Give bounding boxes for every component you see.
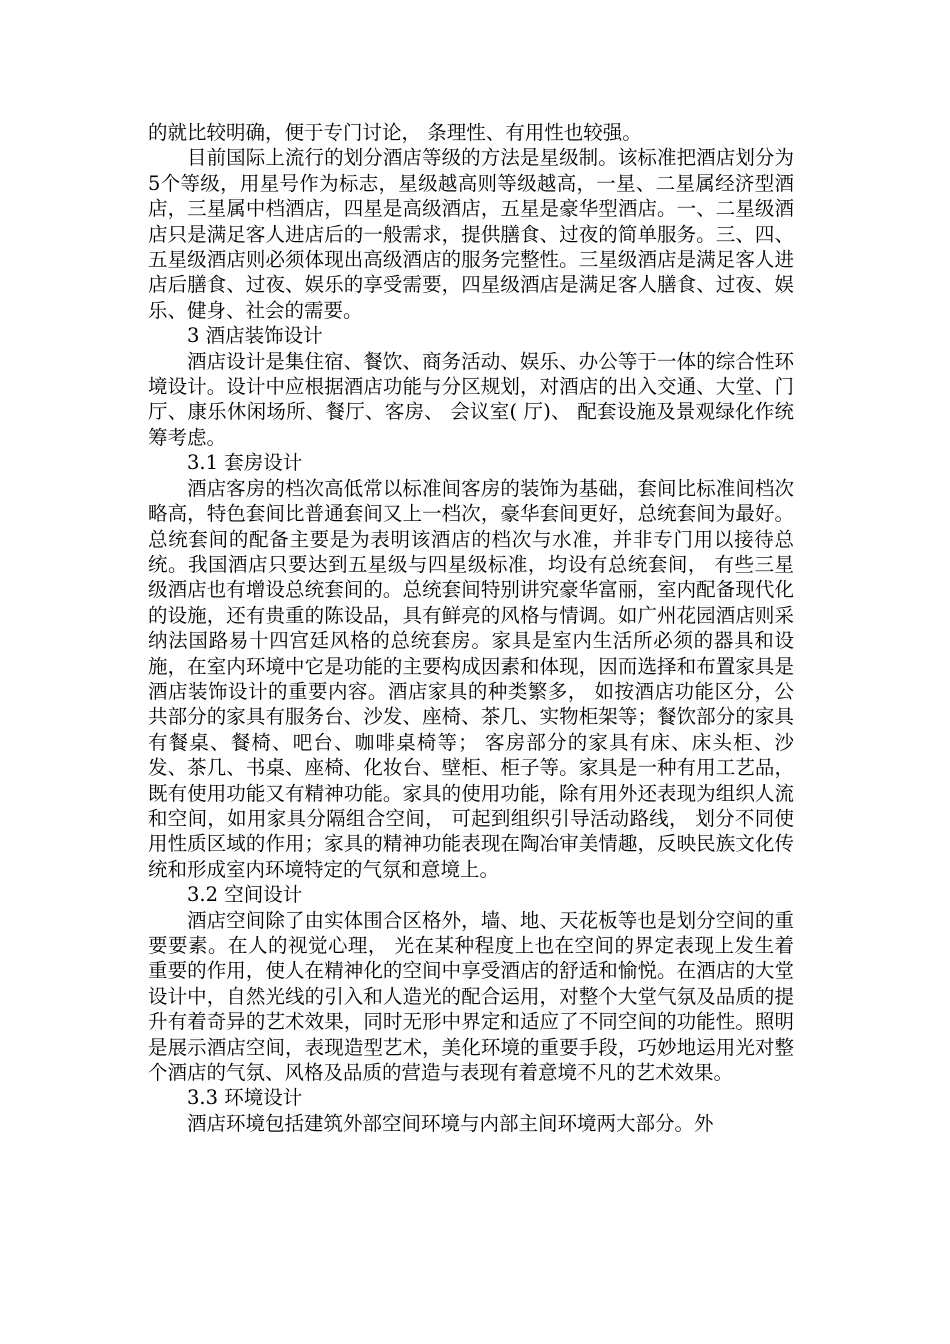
paragraph-hotel-design: 酒店设计是集住宿、餐饮、商务活动、娱乐、办公等于一体的综合性环境设计。设计中应根据酒店功能与分区规划，对酒店的出入交通、大堂、门厅、康乐休闲场所、餐厅、客房、 会议室( 厅)、 配套设施及景观绿化作统筹考虑。 bbox=[148, 349, 794, 449]
section-heading-3-1: 3.1 套房设计 bbox=[187, 451, 303, 475]
document-body bbox=[148, 120, 794, 1136]
section-heading-3-2: 3.2 空间设计 bbox=[187, 883, 303, 907]
paragraph-space-design: 酒店空间除了由实体围合区格外，墙、地、天花板等也是划分空间的重要要素。在人的视觉心理， 光在某种程度上也在空间的界定表现上发生着重要的作用，使人在精神化的空间中享受酒店的舒适和愉悦。在酒店的大堂设计中，自然光线的引入和人造光的配合运用，对整个大堂气氛及品质的提升有着奇异的艺术效果，同时无形中界定和适应了不同空间的功能性。照明是展示酒店空间，表现造型艺术，美化环境的重要手段，巧妙地运用光对整个酒店的气氛、风格及品质的营造与表现有着意境不凡的艺术效果。 bbox=[148, 908, 794, 1085]
paragraph-star-rating: 目前国际上流行的划分酒店等级的方法是星级制。该标准把酒店划分为5个等级，用星号作为标志，星级越高则等级越高，一星、二星属经济型酒店，三星属中档酒店，四星是高级酒店，五星是豪华型酒店。一、二星级酒店只是满足客人进店后的一般需求，提供膳食、过夜的简单服务。三、四、五星级酒店则必须体现出高级酒店的服务完整性。三星级酒店是满足客人进店后膳食、过夜、娱乐的享受需要，四星级酒店是满足客人膳食、过夜、娱乐、健身、社会的需要。 bbox=[148, 146, 794, 322]
paragraph-environment-design: 酒店环境包括建筑外部空间环境与内部主间环境两大部分。外 bbox=[187, 1111, 714, 1135]
section-heading-3-3: 3.3 环境设计 bbox=[187, 1086, 303, 1110]
paragraph-suite-design: 酒店客房的档次高低常以标准间客房的装饰为基础，套间比标准间档次略高，特色套间比普通套间又上一档次，豪华套间更好，总统套间为最好。总统套间的配备主要是为表明该酒店的档次与水准，并非专门用以接待总统。我国酒店只要达到五星级与四星级标准，均设有总统套间， 有些三星级酒店也有增设总统套间的。总统套间特别讲究豪华富丽，室内配备现代化的设施，还有贵重的陈设品，具有鲜亮的风格与情调。如广州花园酒店则采纳法国路易十四宫廷风格的总统套房。家具是室内生活所必须的器具和设施，在室内环境中它是功能的主要构成因素和体现，因而选择和布置家具是酒店装饰设计的重要内容。酒店家具的种类繁多， 如按酒店功能区分，公共部分的家具有服务台、沙发、座椅、茶几、实物柜架等；餐饮部分的家具有餐桌、餐椅、吧台、咖啡桌椅等； 客房部分的家具有床、床头柜、沙发、茶几、书桌、座椅、化妆台、壁柜、柜子等。家具是一种有用工艺品，既有使用功能又有精神功能。家具的使用功能，除有用外还表现为组织人流和空间，如用家具分隔组合空间， 可起到组织引导活动路线， 划分不同使用性质区域的作用；家具的精神功能表现在陶冶审美情趣，反映民族文化传统和形成室内环境特定的气氛和意境上。 bbox=[148, 476, 794, 881]
paragraph-continuation: 的就比较明确，便于专门讨论， 条理性、有用性也较强。 bbox=[148, 121, 642, 144]
section-heading-3: 3 酒店装饰设计 bbox=[187, 324, 323, 348]
